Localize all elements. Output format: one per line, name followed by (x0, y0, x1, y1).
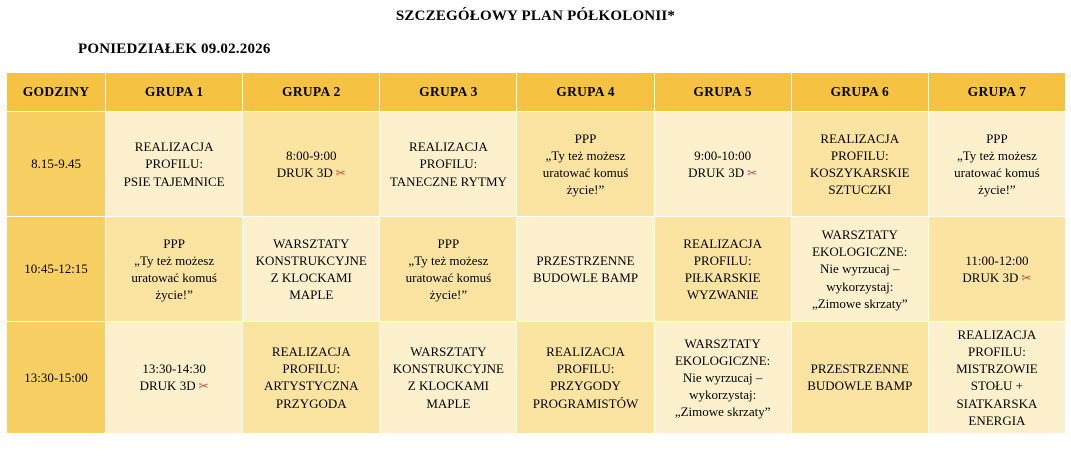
activity-line: uratować komuś (405, 270, 492, 285)
activity-line: WARSZTATY (684, 335, 761, 351)
activity-line: TANECZNE RYTMY (389, 173, 507, 189)
activity-line: BUDOWLE BAMP (532, 270, 639, 285)
activity-line: PROFILU: (556, 361, 615, 377)
scissors-icon: ✂ (332, 165, 346, 180)
activity-line: REALIZACJA (409, 139, 488, 155)
activity-line: WARSZTATY (821, 227, 898, 243)
scissors-icon: ✂ (744, 165, 758, 180)
activity-line: wykorzystaj: (689, 387, 757, 403)
activity-line: „Zimowe skrzaty” (674, 404, 771, 420)
activity-line (246, 164, 376, 182)
table-body (7, 112, 1066, 434)
column-header-hours: GODZINY (7, 73, 106, 112)
activity-line: „Ty też możesz (408, 252, 489, 268)
activity-line (932, 269, 1062, 287)
activity-line: PROFILU: (145, 156, 204, 172)
activity-line: PIŁKARSKIE (684, 270, 761, 285)
activity-cell (243, 112, 380, 217)
activity-line: PROGRAMISTÓW (532, 395, 639, 411)
activity-cell (517, 112, 654, 217)
activity-line: 11:00-12:00 (965, 252, 1029, 268)
scissors-icon: ✂ (195, 379, 209, 394)
activity-line: REALIZACJA (546, 344, 625, 360)
column-header-group-6: GRUPA 6 (791, 73, 928, 112)
row-hours: 10:45-12:15 (7, 217, 106, 322)
activity-line: BUDOWLE BAMP (807, 378, 913, 394)
activity-line: PPP (986, 130, 1008, 146)
activity-cell (106, 322, 243, 434)
row-hours: 13:30-15:00 (7, 322, 106, 434)
activity-line: Nie wyrzucaj – (682, 369, 763, 385)
activity-line: PROFILU: (830, 147, 889, 163)
activity-cell (380, 112, 517, 217)
activity-line: KONSTRUKCYJNE (255, 252, 367, 268)
activity-line: WYZWANIE (686, 287, 759, 303)
column-header-group-4: GRUPA 4 (517, 73, 654, 112)
activity-line: życie!” (429, 287, 468, 303)
activity-line (658, 164, 788, 182)
column-header-group-7: GRUPA 7 (928, 73, 1065, 112)
activity-line: PROFILU: (968, 344, 1026, 360)
column-header-group-2: GRUPA 2 (243, 73, 380, 112)
activity-line: 13:30-14:30 (142, 360, 206, 376)
activity-line: REALIZACJA (820, 130, 900, 146)
activity-line: ARTYSTYCZNA (263, 378, 359, 394)
activity-cell (380, 322, 517, 434)
activity-line: PPP (574, 130, 597, 146)
activity-line: uratować komuś (542, 165, 629, 180)
activity-cell (517, 217, 654, 322)
activity-cell (654, 322, 791, 434)
activity-line: PPP (163, 235, 185, 251)
activity-line: EKOLOGICZNE: (812, 244, 908, 260)
activity-line: PSIE TAJEMNICE (123, 173, 225, 189)
scissors-icon: ✂ (1018, 270, 1032, 285)
activity-line: WARSZTATY (410, 344, 487, 360)
activity-line: PPP (437, 235, 460, 251)
activity-line: Z KLOCKAMI (407, 378, 490, 394)
activity-cell (928, 322, 1065, 434)
table-header-row (7, 73, 1066, 112)
activity-cell (243, 217, 380, 322)
activity-cell (517, 322, 654, 434)
activity-cell (654, 112, 791, 217)
activity-line: REALIZACJA (271, 344, 351, 360)
activity-cell (791, 112, 928, 217)
activity-line: „Ty też możesz (134, 252, 215, 268)
activity-line: życie!” (566, 182, 605, 198)
activity-line: PROFILU: (693, 252, 752, 268)
activity-line: MISTRZOWIE (956, 361, 1038, 377)
activity-line: WARSZTATY (273, 235, 350, 251)
schedule-table (6, 72, 1066, 434)
table-header (7, 73, 1066, 112)
activity-cell (791, 217, 928, 322)
activity-line: KONSTRUKCYJNE (392, 361, 504, 377)
activity-cell (928, 112, 1065, 217)
activity-line: „Ty też możesz (956, 147, 1037, 163)
activity-line: „Zimowe skrzaty” (811, 295, 908, 311)
activity-line: Z KLOCKAMI (270, 270, 352, 285)
activity-cell (106, 217, 243, 322)
activity-line-text: DRUK 3D (688, 164, 745, 180)
activity-line: KOSZYKARSKIE (809, 165, 910, 180)
table-row (7, 217, 1066, 322)
activity-line: Nie wyrzucaj – (820, 261, 900, 277)
activity-line: MAPLE (289, 287, 334, 303)
table-row (7, 322, 1066, 434)
activity-line: EKOLOGICZNE: (674, 352, 771, 368)
activity-line-text: DRUK 3D (276, 164, 333, 180)
column-header-group-5: GRUPA 5 (654, 73, 791, 112)
activity-line: REALIZACJA (134, 139, 214, 155)
activity-line-text: DRUK 3D (962, 269, 1019, 285)
activity-line: PROFILU: (419, 156, 478, 172)
activity-cell (928, 217, 1065, 322)
activity-line: SIATKARSKA (956, 395, 1038, 411)
activity-line: 8:00-9:00 (285, 147, 337, 163)
page-title: SZCZEGÓŁOWY PLAN PÓŁKOLONII* (395, 8, 676, 24)
column-header-group-1: GRUPA 1 (106, 73, 243, 112)
row-hours: 8.15-9.45 (7, 112, 106, 217)
table-row (7, 112, 1066, 217)
activity-line: REALIZACJA (683, 235, 762, 251)
activity-cell (791, 322, 928, 434)
activity-line: PRZESTRZENNE (536, 252, 635, 268)
activity-line: MAPLE (426, 395, 471, 411)
day-heading: PONIEDZIAŁEK 09.02.2026 (78, 41, 271, 57)
activity-line: STOŁU + (970, 378, 1024, 394)
activity-cell (243, 322, 380, 434)
activity-line: uratować komuś (131, 270, 217, 285)
activity-line (109, 377, 239, 395)
activity-line: uratować komuś (954, 165, 1040, 180)
activity-line: PRZESTRZENNE (810, 361, 909, 377)
activity-line: REALIZACJA (957, 327, 1037, 342)
activity-line: życie!” (155, 287, 193, 303)
activity-line: ENERGIA (968, 412, 1026, 428)
activity-line: PRZYGODA (275, 395, 347, 411)
activity-line-text: DRUK 3D (139, 378, 196, 394)
activity-cell (106, 112, 243, 217)
activity-line: SZTUCZKI (828, 182, 892, 198)
activity-line: 9:00-10:00 (694, 147, 752, 163)
activity-cell (380, 217, 517, 322)
column-header-group-3: GRUPA 3 (380, 73, 517, 112)
activity-line: życie!” (978, 182, 1016, 198)
activity-line: PROFILU: (282, 361, 341, 377)
activity-cell (654, 217, 791, 322)
activity-line: PRZYGODY (550, 378, 621, 394)
activity-line: wykorzystaj: (826, 278, 894, 294)
schedule-page (0, 8, 1071, 458)
activity-line: „Ty też możesz (545, 147, 626, 163)
